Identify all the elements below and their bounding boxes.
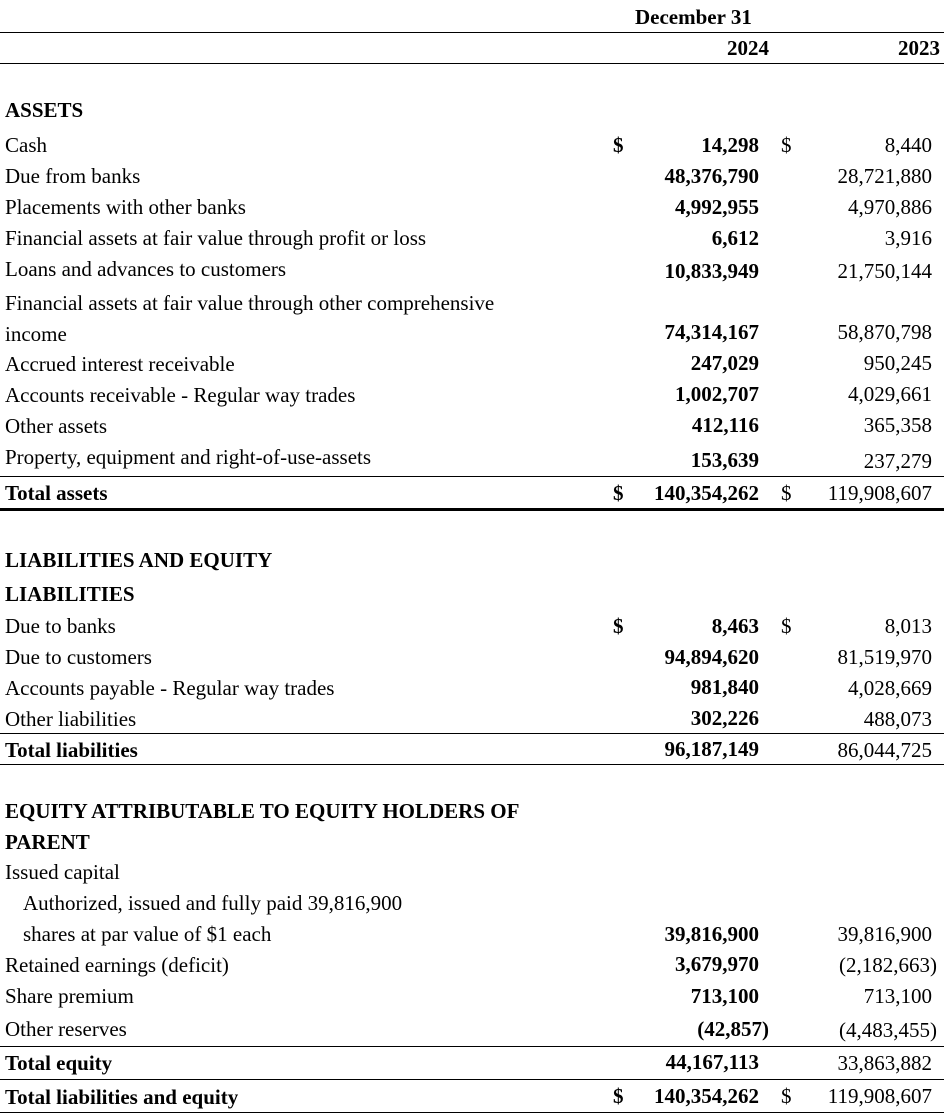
other-reserves-2024: (42,857) <box>697 1017 769 1041</box>
fvoci-2023: 58,870,798 <box>837 320 932 344</box>
currency-symbol-2024: $ <box>613 133 624 157</box>
year-2024-header: 2024 <box>727 36 769 60</box>
total-assets-label: Total assets <box>5 481 108 505</box>
due-from-banks-2024: 48,376,790 <box>664 164 759 188</box>
placements-label: Placements with other banks <box>5 195 246 219</box>
share-premium-2024: 713,100 <box>690 984 759 1008</box>
authorized-2023: 39,816,900 <box>837 922 932 946</box>
property-2023: 237,279 <box>863 449 932 473</box>
loans-2023: 21,750,144 <box>837 259 932 283</box>
accounts-receivable-2023: 4,029,661 <box>848 382 932 406</box>
due-to-customers-2024: 94,894,620 <box>664 645 759 669</box>
other-liabilities-label: Other liabilities <box>5 707 137 731</box>
cash-2023: 8,440 <box>884 133 932 157</box>
fvtpl-2023: 3,916 <box>884 226 932 250</box>
other-reserves-2023: (4,483,455) <box>839 1018 937 1042</box>
assets-total-rule-bottom <box>0 508 944 511</box>
equity-heading-line2: PARENT <box>5 830 90 854</box>
total-equity-label: Total equity <box>5 1051 113 1075</box>
liabilities-total-rule-bottom <box>0 764 944 765</box>
total-assets-currency-2024: $ <box>613 481 624 505</box>
accounts-receivable-2024: 1,002,707 <box>675 382 759 406</box>
accrued-interest-label: Accrued interest receivable <box>5 352 235 376</box>
due-to-banks-2024: 8,463 <box>711 614 759 638</box>
total-liabilities-label: Total liabilities <box>5 738 138 762</box>
retained-earnings-label: Retained earnings (deficit) <box>5 953 229 977</box>
due-from-banks-2023: 28,721,880 <box>837 164 932 188</box>
cash-2024: 14,298 <box>701 133 759 157</box>
grand-total-rule-bottom <box>0 1112 944 1113</box>
fvtpl-2024: 6,612 <box>711 226 759 250</box>
accounts-receivable-label: Accounts receivable - Regular way trades <box>5 383 356 407</box>
grand-total-currency-2024: $ <box>613 1084 624 1108</box>
other-assets-2023: 365,358 <box>863 413 932 437</box>
authorized-2024: 39,816,900 <box>664 922 759 946</box>
liabilities-total-rule-top <box>0 733 944 734</box>
retained-earnings-2024: 3,679,970 <box>675 952 759 976</box>
issued-capital-label: Issued capital <box>5 860 120 884</box>
due-to-customers-2023: 81,519,970 <box>837 645 932 669</box>
fvtpl-label: Financial assets at fair value through profit or loss <box>5 226 427 250</box>
share-premium-label: Share premium <box>5 984 134 1008</box>
accounts-payable-label: Accounts payable - Regular way trades <box>5 676 335 700</box>
period-header: December 31 <box>635 5 752 29</box>
property-label: Property, equipment and right-of-use-assets <box>5 445 372 469</box>
total-liabilities-equity-2023: 119,908,607 <box>827 1084 932 1108</box>
cash-label: Cash <box>5 133 47 157</box>
authorized-label-line2: shares at par value of $1 each <box>23 922 272 946</box>
liabilities-currency-2023: $ <box>781 614 792 638</box>
placements-2024: 4,992,955 <box>675 195 759 219</box>
year-2023-header: 2023 <box>898 36 940 60</box>
liabilities-subheading: LIABILITIES <box>5 582 135 606</box>
share-premium-2023: 713,100 <box>863 984 932 1008</box>
total-assets-currency-2023: $ <box>781 481 792 505</box>
due-to-customers-label: Due to customers <box>5 645 152 669</box>
assets-heading: ASSETS <box>5 98 84 122</box>
equity-heading-line1: EQUITY ATTRIBUTABLE TO EQUITY HOLDERS OF <box>5 799 520 823</box>
total-equity-2024: 44,167,113 <box>665 1050 759 1074</box>
equity-total-rule-top <box>0 1046 944 1047</box>
liabilities-equity-heading: LIABILITIES AND EQUITY <box>5 548 273 572</box>
header-rule-bottom <box>0 63 944 64</box>
placements-2023: 4,970,886 <box>848 195 932 219</box>
authorized-label-line1: Authorized, issued and fully paid 39,816,900 <box>23 891 403 915</box>
liabilities-currency-2024: $ <box>613 614 624 638</box>
other-assets-2024: 412,116 <box>691 413 759 437</box>
due-to-banks-2023: 8,013 <box>884 614 932 638</box>
total-assets-2024: 140,354,262 <box>654 481 759 505</box>
fvoci-label-line1: Financial assets at fair value through other comprehensive <box>5 291 495 315</box>
equity-total-rule-bottom <box>0 1079 944 1080</box>
total-equity-2023: 33,863,882 <box>837 1051 932 1075</box>
total-liabilities-equity-label: Total liabilities and equity <box>5 1085 239 1109</box>
loans-2024: 10,833,949 <box>664 259 759 283</box>
accounts-payable-2023: 4,028,669 <box>848 676 932 700</box>
loans-label: Loans and advances to customers <box>5 257 287 281</box>
total-liabilities-equity-2024: 140,354,262 <box>654 1084 759 1108</box>
fvoci-2024: 74,314,167 <box>664 320 759 344</box>
header-rule-top <box>0 32 944 33</box>
assets-total-rule-top <box>0 476 944 477</box>
total-assets-2023: 119,908,607 <box>827 481 932 505</box>
accrued-interest-2024: 247,029 <box>690 351 759 375</box>
accounts-payable-2024: 981,840 <box>690 675 759 699</box>
property-2024: 153,639 <box>690 448 759 472</box>
accrued-interest-2023: 950,245 <box>863 351 932 375</box>
other-reserves-label: Other reserves <box>5 1017 127 1041</box>
other-liabilities-2023: 488,073 <box>863 707 932 731</box>
total-liabilities-2023: 86,044,725 <box>837 738 932 762</box>
due-to-banks-label: Due to banks <box>5 614 116 638</box>
due-from-banks-label: Due from banks <box>5 164 141 188</box>
grand-total-currency-2023: $ <box>781 1084 792 1108</box>
total-liabilities-2024: 96,187,149 <box>664 737 759 761</box>
other-assets-label: Other assets <box>5 414 108 438</box>
currency-symbol-2023: $ <box>781 133 792 157</box>
other-liabilities-2024: 302,226 <box>690 706 759 730</box>
fvoci-label-line2: income <box>5 322 67 346</box>
retained-earnings-2023: (2,182,663) <box>839 953 937 977</box>
